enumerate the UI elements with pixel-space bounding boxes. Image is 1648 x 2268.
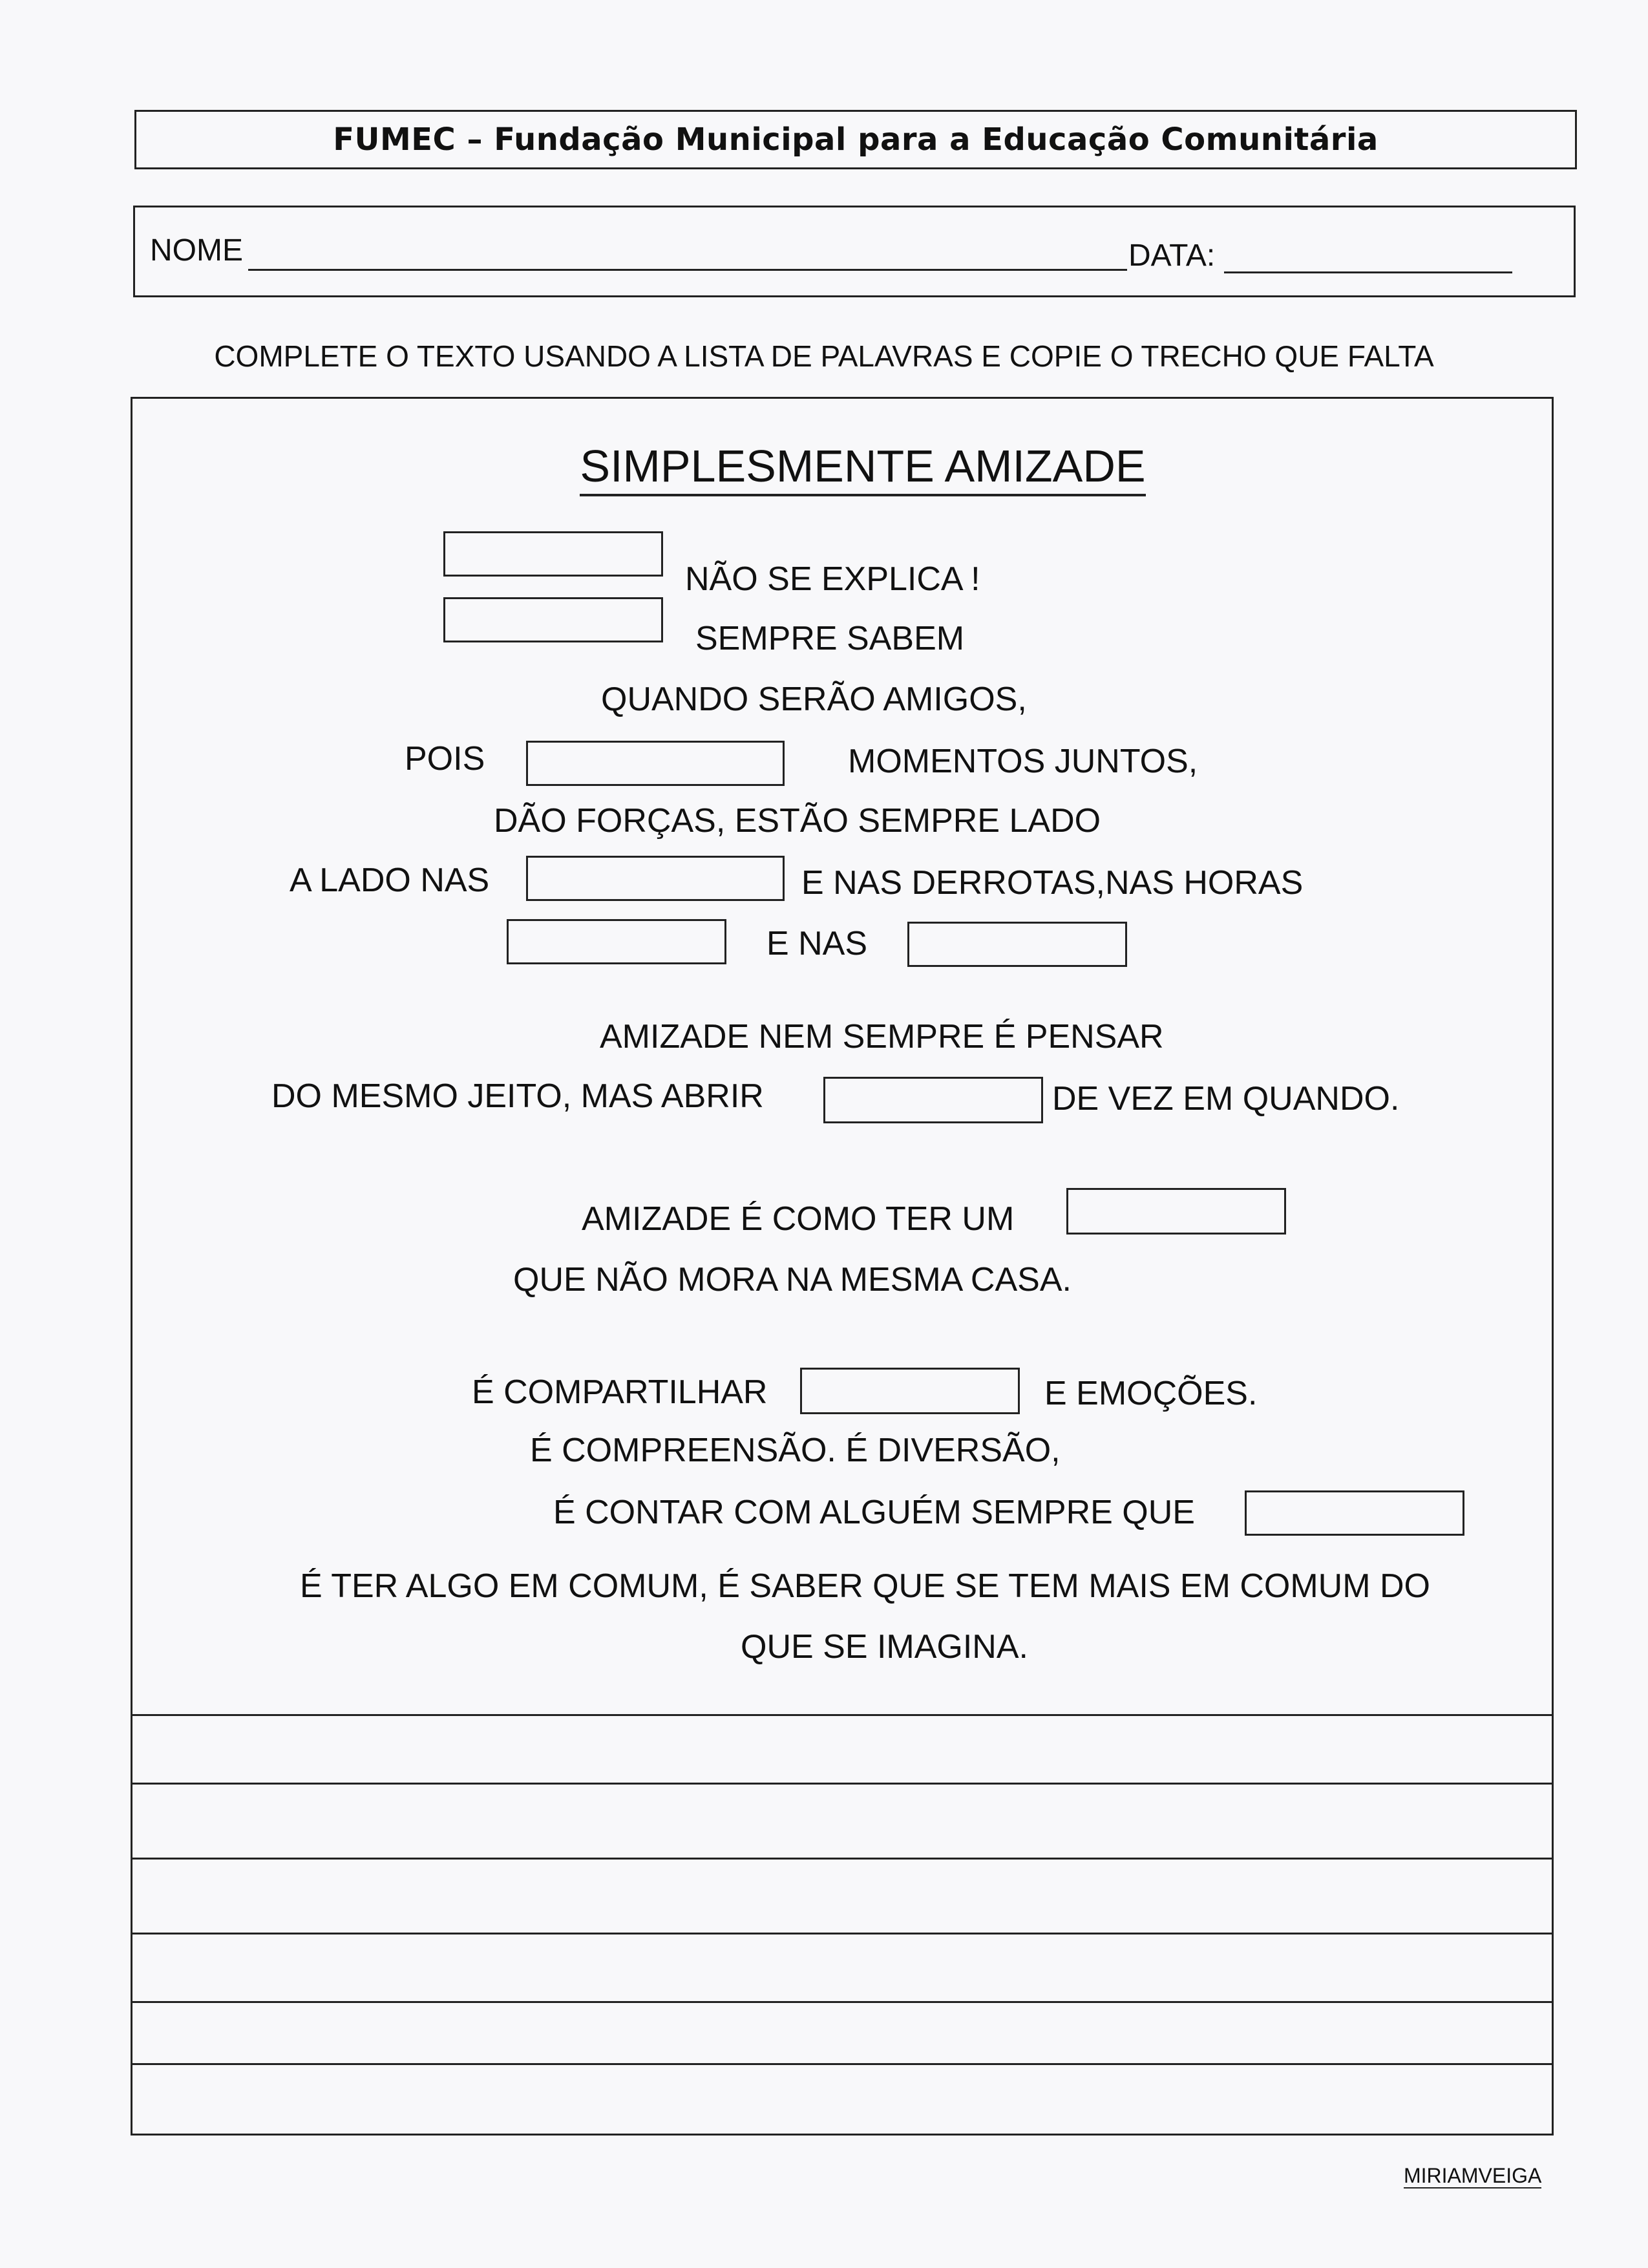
- institution-title: FUMEC – Fundação Municipal para a Educação Comunitária: [333, 122, 1379, 158]
- name-field[interactable]: [248, 269, 1127, 271]
- poem-title: [0, 443, 1648, 489]
- blank-6[interactable]: [907, 922, 1127, 967]
- poem-line-9b: DE VEZ EM QUANDO.: [1052, 1080, 1400, 1118]
- blank-1[interactable]: [443, 531, 663, 577]
- poem-line-11: QUE NÃO MORA NA MESMA CASA.: [513, 1261, 1072, 1298]
- blank-3[interactable]: [526, 741, 785, 786]
- date-label: DATA:: [1128, 238, 1216, 273]
- signature-text: MIRIAMVEIGA: [1404, 2164, 1542, 2187]
- blank-7[interactable]: [823, 1077, 1043, 1123]
- blank-9[interactable]: [800, 1368, 1020, 1414]
- signature: [1404, 2165, 1541, 2186]
- copy-line-4[interactable]: [131, 1933, 1554, 1934]
- poem-line-6a: A LADO NAS: [290, 862, 490, 899]
- blank-10[interactable]: [1245, 1490, 1464, 1536]
- poem-line-8: AMIZADE NEM SEMPRE É PENSAR: [600, 1018, 1164, 1055]
- poem-line-7: E NAS: [766, 925, 868, 962]
- poem-title-text: SIMPLESMENTE AMIZADE: [580, 441, 1145, 496]
- poem-line-9a: DO MESMO JEITO, MAS ABRIR: [271, 1077, 764, 1115]
- poem-line-6b: E NAS DERROTAS,NAS HORAS: [801, 864, 1304, 902]
- blank-4[interactable]: [526, 856, 785, 901]
- instructions: COMPLETE O TEXTO USANDO A LISTA DE PALAVRAS E COPIE O TRECHO QUE FALTA: [214, 339, 1434, 373]
- copy-line-2[interactable]: [131, 1783, 1554, 1785]
- copy-line-5[interactable]: [131, 2001, 1554, 2003]
- date-field[interactable]: [1224, 271, 1512, 273]
- blank-8[interactable]: [1066, 1188, 1286, 1235]
- copy-line-3[interactable]: [131, 1858, 1554, 1860]
- blank-5[interactable]: [507, 919, 726, 964]
- poem-line-12a: É COMPARTILHAR: [472, 1373, 768, 1411]
- blank-2[interactable]: [443, 597, 663, 642]
- copy-line-1[interactable]: [131, 1714, 1554, 1716]
- poem-line-4b: MOMENTOS JUNTOS,: [848, 743, 1198, 780]
- poem-line-4a: POIS: [405, 740, 485, 778]
- poem-line-2: SEMPRE SABEM: [695, 620, 965, 657]
- poem-line-13: É COMPREENSÃO. É DIVERSÃO,: [530, 1432, 1061, 1469]
- name-date-box: [133, 206, 1576, 297]
- poem-line-3: QUANDO SERÃO AMIGOS,: [601, 681, 1027, 718]
- poem-line-5: DÃO FORÇAS, ESTÃO SEMPRE LADO: [494, 802, 1101, 840]
- header-box: [134, 110, 1577, 169]
- name-label: NOME: [150, 233, 243, 268]
- poem-line-15: É TER ALGO EM COMUM, É SABER QUE SE TEM MAIS EM COMUM DO: [300, 1567, 1430, 1605]
- poem-line-14: É CONTAR COM ALGUÉM SEMPRE QUE: [553, 1494, 1195, 1531]
- poem-line-12b: E EMOÇÕES.: [1044, 1375, 1258, 1412]
- poem-line-16: QUE SE IMAGINA.: [741, 1628, 1028, 1666]
- poem-line-1: NÃO SE EXPLICA !: [685, 560, 980, 598]
- poem-line-10: AMIZADE É COMO TER UM: [582, 1200, 1015, 1238]
- copy-line-6[interactable]: [131, 2063, 1554, 2065]
